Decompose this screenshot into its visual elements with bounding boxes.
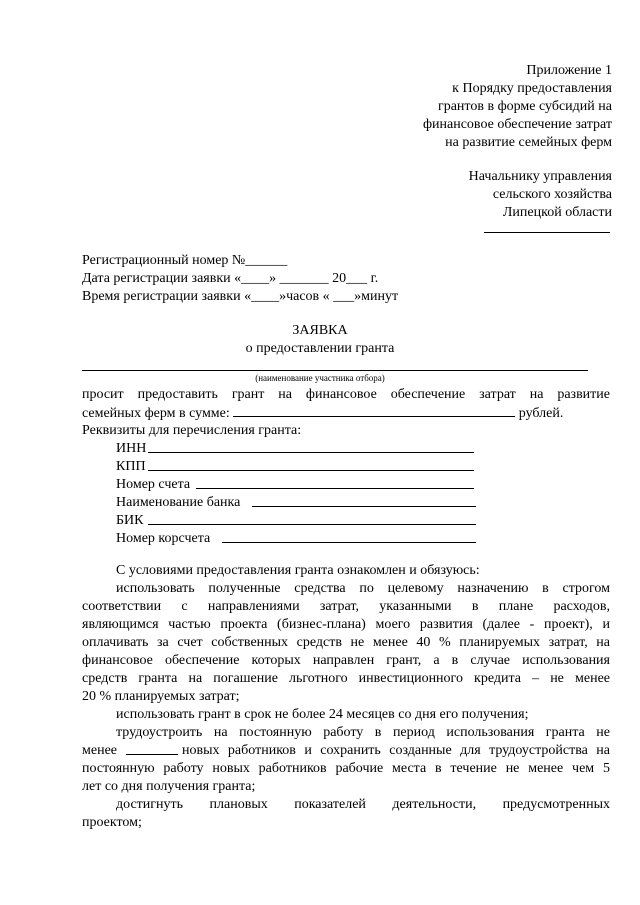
terms-line-3: являющимся частью проекта (бизнес-плана) моего развития (далее - проект), и [82,617,610,632]
field-kpp-label: КПП [116,459,146,474]
field-account-blank [196,488,474,489]
appendix-line-5: на развитие семейных ферм [445,135,612,150]
terms-line-10-prefix: менее [82,743,117,758]
terms-line-10: новых работников и сохранить созданные для трудоустройства на [182,743,610,758]
field-kpp-blank [148,470,474,471]
grant-amount-blank [233,404,515,417]
terms-line-5: финансовое обеспечение которых направлен грант, а в случае использования [82,653,610,668]
participant-caption: (наименование участника отбора) [255,373,385,383]
field-inn-label: ИНН [116,441,147,456]
terms-intro: С условиями предоставления гранта ознакомлен и обязуюсь: [116,563,480,578]
terms-line-6: средств гранта на погашение льготного инвестиционного кредита – не менее [82,671,610,686]
document-title: ЗАЯВКА [292,323,348,338]
new-workers-count-blank [126,754,178,755]
terms-line-9: трудоустроить на постоянную работу в период использования гранта не [116,725,610,740]
field-bik-label: БИК [116,513,144,528]
field-bank-label: Наименование банка [116,495,241,510]
appendix-line-2: к Порядку предоставления [452,81,612,96]
request-line-2 [82,404,563,422]
request-line-2-suffix: рублей. [518,406,564,421]
terms-line-12: лет со дня получения гранта; [82,779,256,794]
terms-line-2: соответствии с направлениями затрат, указанными в плане расходов, [82,599,610,614]
terms-line-8: использовать грант в срок не более 24 месяцев со дня его получения; [116,707,529,722]
addressee-line-1: Начальнику управления [468,169,612,184]
participant-name-blank [82,370,588,371]
terms-line-1: использовать полученные средства по целевому назначению в строгом [116,581,610,596]
field-bank-blank [252,506,476,507]
terms-line-13: достигнуть плановых показателей деятельности, предусмотренных [116,797,610,812]
requisites-heading: Реквизиты для перечисления гранта: [82,423,302,438]
registration-number: Регистрационный номер №______ [82,253,288,268]
document-subtitle: о предоставлении гранта [245,341,395,356]
request-line-1: просит предоставить грант на финансовое обеспечение затрат на развитие [82,387,610,402]
registration-time: Время регистрации заявки «____»часов « ___»минут [82,289,399,304]
terms-line-11: постоянную работу новых работников рабочие места в течение не менее чем 5 [82,761,610,776]
addressee-line-2: сельского хозяйства [492,187,612,202]
field-account-label: Номер счета [116,477,191,492]
terms-line-4: оплачивать за счет собственных средств не менее 40 % планируемых затрат, на [82,635,610,650]
field-inn-blank [148,452,474,453]
appendix-line-3: грантов в форме субсидий на [437,99,612,114]
field-bik-blank [148,524,476,525]
request-line-2-prefix: семейных ферм в сумме: [82,406,230,421]
appendix-line-4: финансовое обеспечение затрат [422,117,612,132]
field-corr-account-label: Номер корсчета [116,531,211,546]
terms-line-7: 20 % планируемых затрат; [82,689,240,704]
terms-line-14: проектом; [82,815,142,830]
registration-date: Дата регистрации заявки «____» _______ 20___ г. [82,271,379,286]
addressee-line-3: Липецкой области [502,205,612,220]
addressee-signature-blank [484,232,610,233]
field-corr-account-blank [222,542,476,543]
appendix-line-1: Приложение 1 [526,63,612,78]
